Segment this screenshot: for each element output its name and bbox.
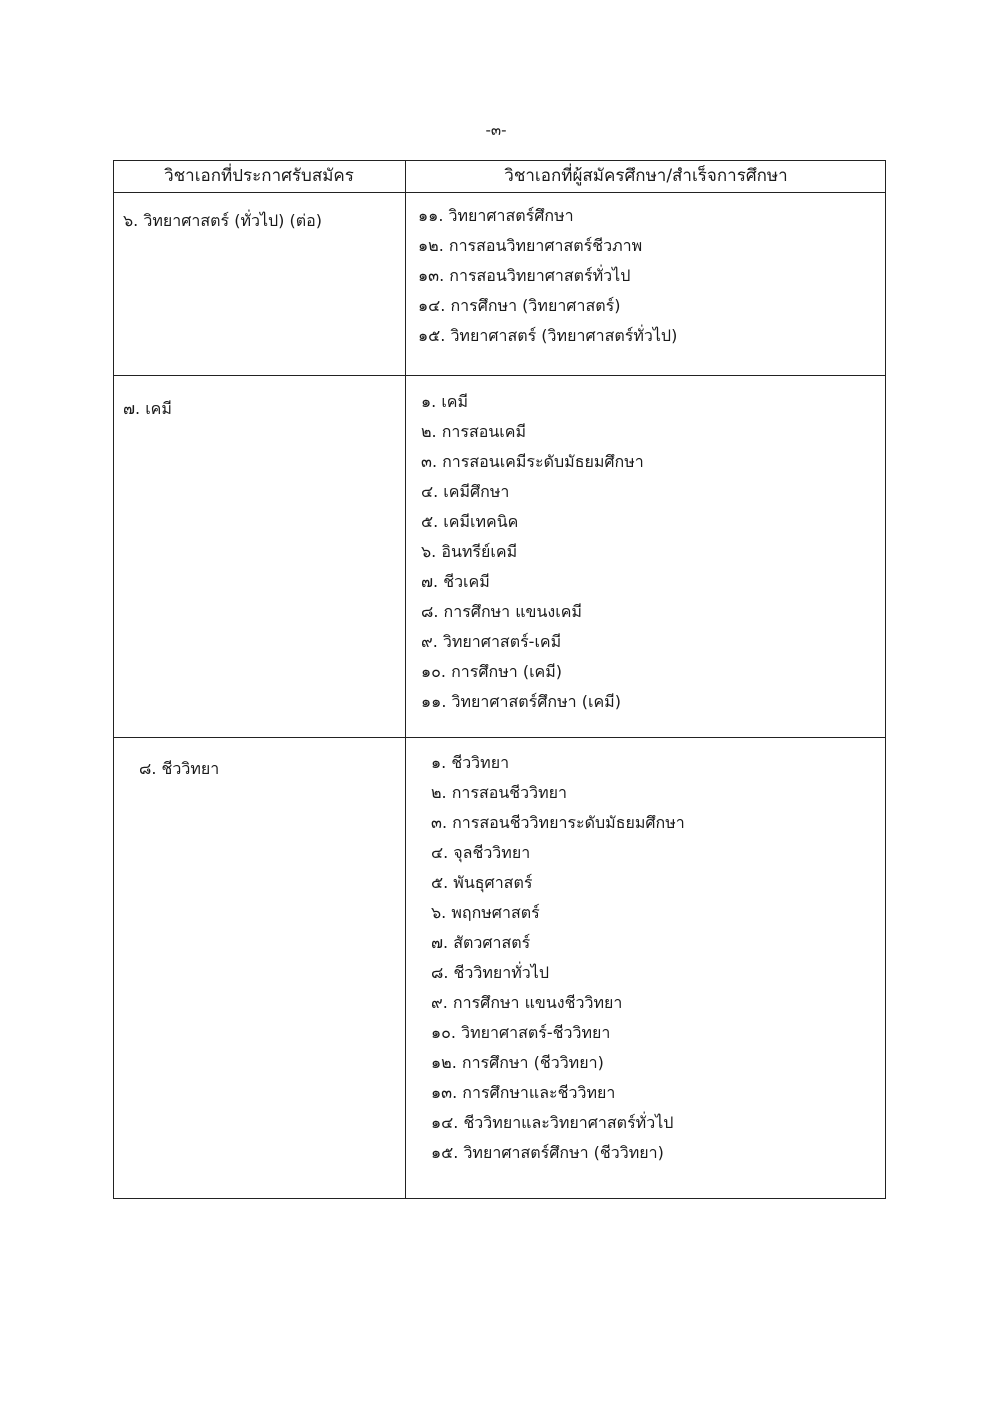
header-divider [113,192,886,193]
list-item: ๔. เคมีศึกษา [421,482,510,501]
list-item: ๙. วิทยาศาสตร์-เคมี [421,632,562,651]
list-item: ๓. การสอนชีววิทยาระดับมัธยมศึกษา [431,813,685,832]
list-item: ๕. พันธุศาสตร์ [431,873,533,892]
list-item: ๗. ชีวเคมี [421,572,490,591]
list-item: ๑๔. ชีววิทยาและวิทยาศาสตร์ทั่วไป [431,1113,674,1132]
degree-list-chemistry [421,391,644,721]
list-item: ๑๑. วิทยาศาสตร์ศึกษา [418,206,574,225]
list-item: ๒. การสอนชีววิทยา [431,783,568,802]
list-item: ๓. การสอนเคมีระดับมัธยมศึกษา [421,452,644,471]
list-item: ๑๔. การศึกษา (วิทยาศาสตร์) [418,296,621,315]
degree-list-biology [431,752,685,1172]
list-item: ๑๐. วิทยาศาสตร์-ชีววิทยา [431,1023,611,1042]
list-item: ๕. เคมีเทคนิค [421,512,519,531]
list-item: ๑๑. วิทยาศาสตร์ศึกษา (เคมี) [421,692,621,711]
list-item: ๔. จุลชีววิทยา [431,843,531,862]
list-item: ๒. การสอนเคมี [421,422,527,441]
column-header-announced-major: วิชาเอกที่ประกาศรับสมัคร [164,166,354,186]
list-item: ๑. ชีววิทยา [431,753,510,772]
list-item: ๖. พฤกษศาสตร์ [431,903,540,922]
row-major-biology: ๘. ชีววิทยา [139,759,220,778]
list-item: ๑๕. วิทยาศาสตร์ (วิทยาศาสตร์ทั่วไป) [418,326,678,345]
table-border-bottom [113,1198,886,1199]
majors-table [113,160,886,1200]
row-divider-1 [113,375,886,376]
table-border-top [113,160,886,161]
row-major-science: ๖. วิทยาศาสตร์ (ทั่วไป) (ต่อ) [123,211,322,230]
list-item: ๑๒. การศึกษา (ชีววิทยา) [431,1053,604,1072]
list-item: ๑๒. การสอนวิทยาศาสตร์ชีวภาพ [418,236,643,255]
column-header-studied-major: วิชาเอกที่ผู้สมัครศึกษา/สำเร็จการศึกษา [504,166,788,186]
column-divider [405,160,406,1199]
list-item: ๑๐. การศึกษา (เคมี) [421,662,563,681]
table-border-right [885,160,886,1199]
list-item: ๘. ชีววิทยาทั่วไป [431,963,549,982]
list-item: ๗. สัตวศาสตร์ [431,933,531,952]
degree-list-science [418,205,677,355]
page-number: -๓- [485,121,507,139]
list-item: ๘. การศึกษา แขนงเคมี [421,602,582,621]
list-item: ๑๕. วิทยาศาสตร์ศึกษา (ชีววิทยา) [431,1143,664,1162]
list-item: ๑๓. การศึกษาและชีววิทยา [431,1083,616,1102]
list-item: ๙. การศึกษา แขนงชีววิทยา [431,993,623,1012]
list-item: ๖. อินทรีย์เคมี [421,542,518,561]
table-border-left [113,160,114,1199]
list-item: ๑๓. การสอนวิทยาศาสตร์ทั่วไป [418,266,631,285]
row-major-chemistry: ๗. เคมี [123,399,172,418]
row-divider-2 [113,737,886,738]
list-item: ๑. เคมี [421,392,469,411]
